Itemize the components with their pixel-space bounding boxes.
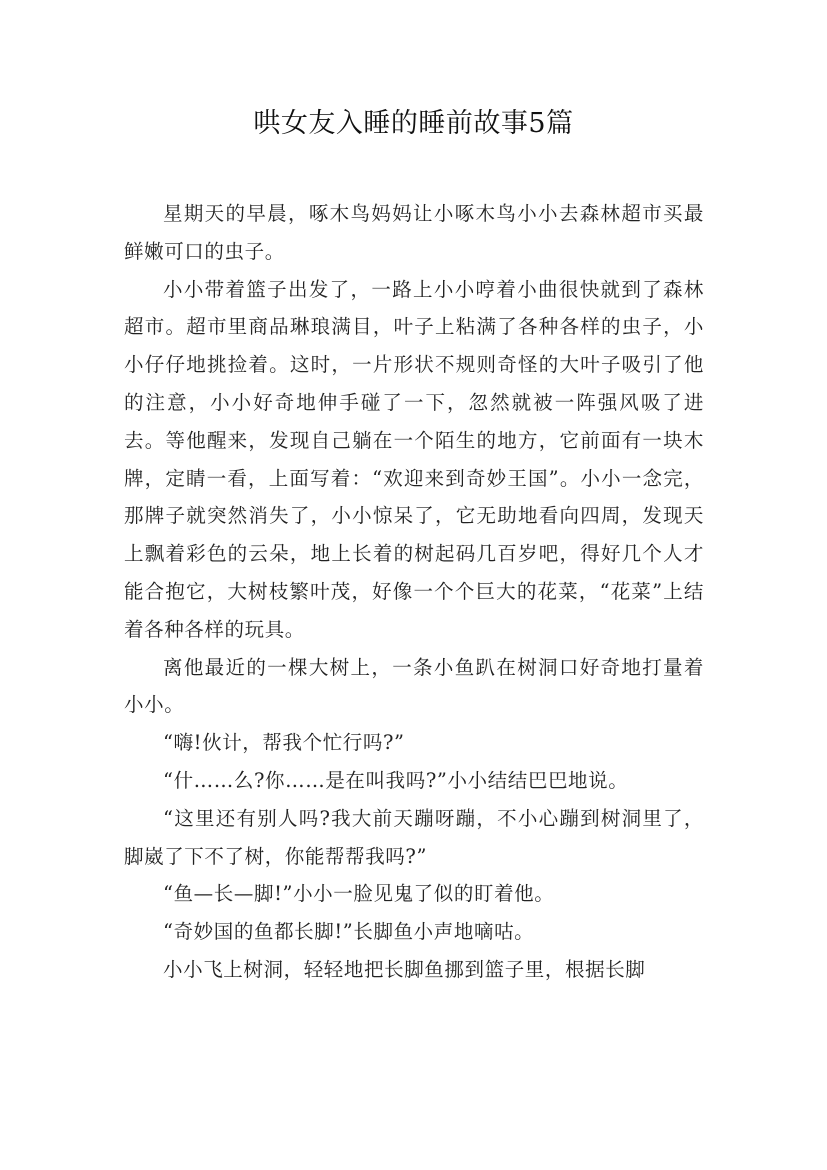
paragraph: “奇妙国的鱼都长脚!”长脚鱼小声地嘀咕。	[163, 920, 535, 944]
paragraph: “鱼—长—脚!”小小一脸见鬼了似的盯着他。	[163, 882, 555, 906]
paragraph: “嗨!伙计，帮我个忙行吗?”	[163, 731, 405, 755]
document-body	[124, 195, 704, 989]
paragraph: “这里还有别人吗?我大前天蹦呀蹦，不小心蹦到树洞里了，脚崴了下不了树，你能帮帮我吗?”	[124, 806, 704, 868]
paragraph: “什……么?你……是在叫我吗?”小小结结巴巴地说。	[163, 768, 629, 792]
paragraph: 星期天的早晨，啄木鸟妈妈让小啄木鸟小小去森林超市买最鲜嫩可口的虫子。	[124, 202, 704, 263]
paragraph: 小小飞上树洞，轻轻地把长脚鱼挪到篮子里，根据长脚	[163, 957, 646, 981]
document-title: 哄女友入睡的睡前故事5篇	[253, 108, 574, 139]
paragraph: 离他最近的一棵大树上，一条小鱼趴在树洞口好奇地打量着小小。	[124, 655, 704, 717]
paragraph: 小小带着篮子出发了，一路上小小哼着小曲很快就到了森林超市。超市里商品琳琅满目，叶子上粘满了各种各样的虫子，小小仔仔地挑捡着。这时，一片形状不规则奇怪的大叶子吸引了他的注意，小小好奇地伸手碰了一下，忽然就被一阵强风吸了进去。等他醒来，发现自己躺在一个陌生的地方，它前面有一块木牌，定睛一看，上面写着：“欢迎来到奇妙王国”。小小一念完，那牌子就突然消失了，小小惊呆了，它无助地看向四周，发现天上飘着彩色的云朵，地上长着的树起码几百岁吧，得好几个人才能合抱它，大树枝繁叶茂，好像一个个巨大的花菜，“花菜”上结着各种各样的玩具。	[124, 277, 704, 641]
